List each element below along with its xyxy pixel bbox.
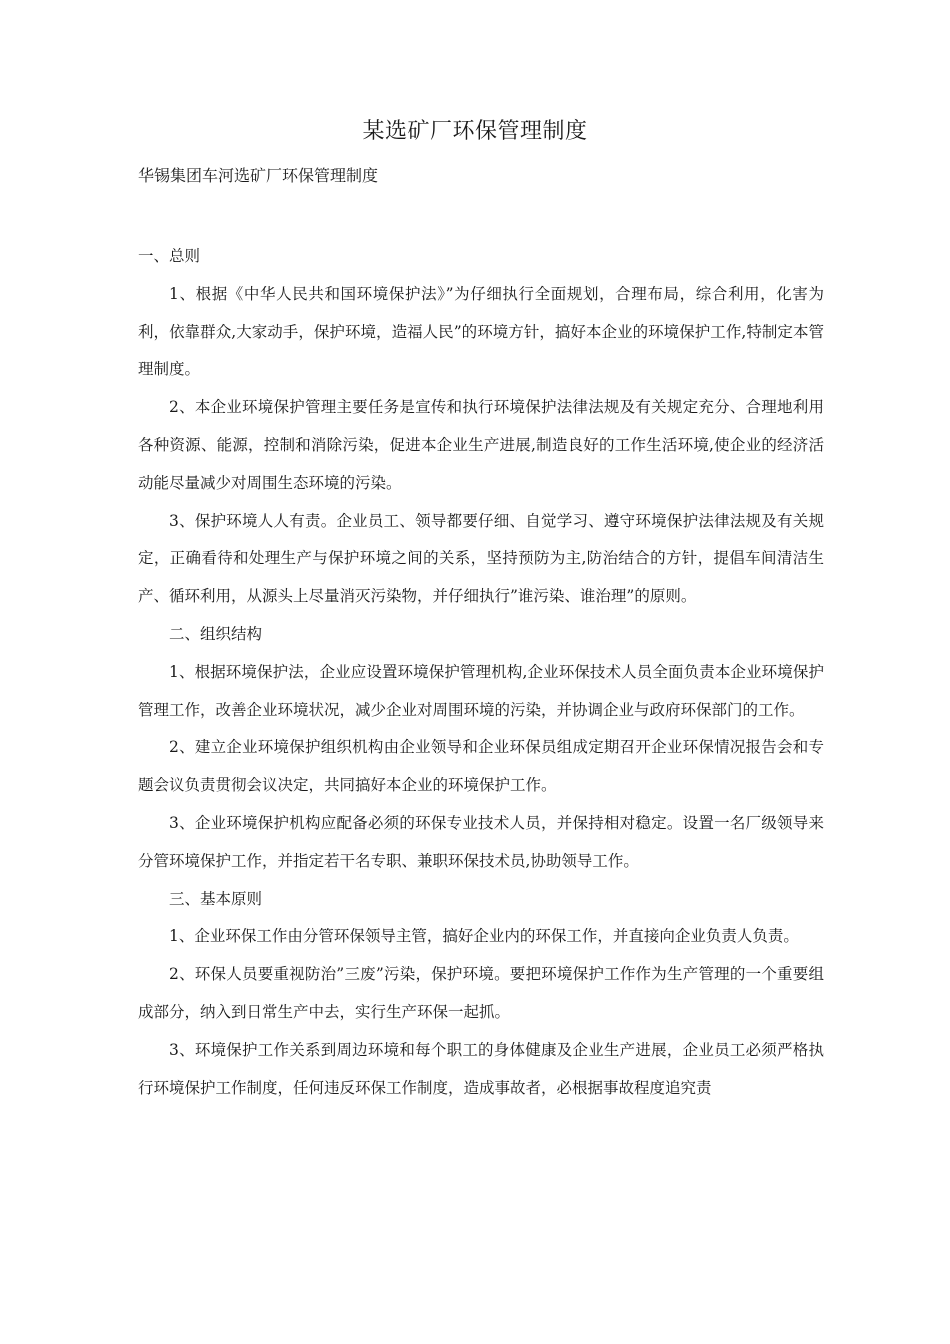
document-subtitle: 华锡集团车河选矿厂环保管理制度 bbox=[138, 166, 379, 185]
document-title: 某选矿厂环保管理制度 bbox=[362, 119, 588, 144]
paragraph: 3、企业环境保护机构应配备必须的环保专业技术人员，并保持相对稳定。设置一名厂级领导来分管环境保护工作，并指定若干名专职、兼职环保技术员,协助领导工作。 bbox=[138, 813, 824, 870]
section-heading-organization: 二、组织结构 bbox=[169, 624, 263, 643]
paragraph: 2、建立企业环境保护组织机构由企业领导和企业环保员组成定期召开企业环保情况报告会和专题会议负责贯彻会议决定，共同搞好本企业的环境保护工作。 bbox=[138, 738, 824, 795]
paragraph: 2、环保人员要重视防治”三废”污染，保护环境。要把环境保护工作作为生产管理的一个重要组成部分，纳入到日常生产中去，实行生产环保一起抓。 bbox=[138, 965, 824, 1021]
section-heading-principles: 三、基本原则 bbox=[169, 889, 263, 908]
paragraph: 3、保护环境人人有责。企业员工、领导都要仔细、自觉学习、遵守环境保护法律法规及有关规定，正确看待和处理生产与保护环境之间的关系，坚持预防为主,防治结合的方针，提倡车间清洁生产、循环利用，从源头上尽量消灭污染物，并仔细执行”谁污染、谁治理”的原则。 bbox=[138, 511, 824, 606]
paragraph: 1、根据《中华人民共和国环境保护法》”为仔细执行全面规划，合理布局，综合利用，化害为利，依靠群众,大家动手，保护环境，造福人民”的环境方针，搞好本企业的环境保护工作,特制定本管理制度。 bbox=[138, 284, 824, 379]
document-body bbox=[138, 238, 824, 1107]
paragraph: 3、环境保护工作关系到周边环境和每个职工的身体健康及企业生产进展，企业员工必须严格执行环境保护工作制度，任何违反环保工作制度，造成事故者，必根据事故程度追究责 bbox=[138, 1040, 824, 1097]
section-heading-general: 一、总则 bbox=[138, 247, 201, 265]
paragraph: 1、企业环保工作由分管环保领导主管，搞好企业内的环保工作，并直接向企业负责人负责。 bbox=[169, 927, 799, 946]
paragraph: 2、本企业环境保护管理主要任务是宣传和执行环境保护法律法规及有关规定充分、合理地利用各种资源、能源，控制和消除污染，促进本企业生产进展,制造良好的工作生活环境,使企业的经济活动能尽量减少对周围生态环境的污染。 bbox=[138, 398, 824, 492]
paragraph: 1、根据环境保护法，企业应设置环境保护管理机构,企业环保技术人员全面负责本企业环境保护管理工作，改善企业环境状况，减少企业对周围环境的污染，并协调企业与政府环保部门的工作。 bbox=[138, 662, 824, 719]
